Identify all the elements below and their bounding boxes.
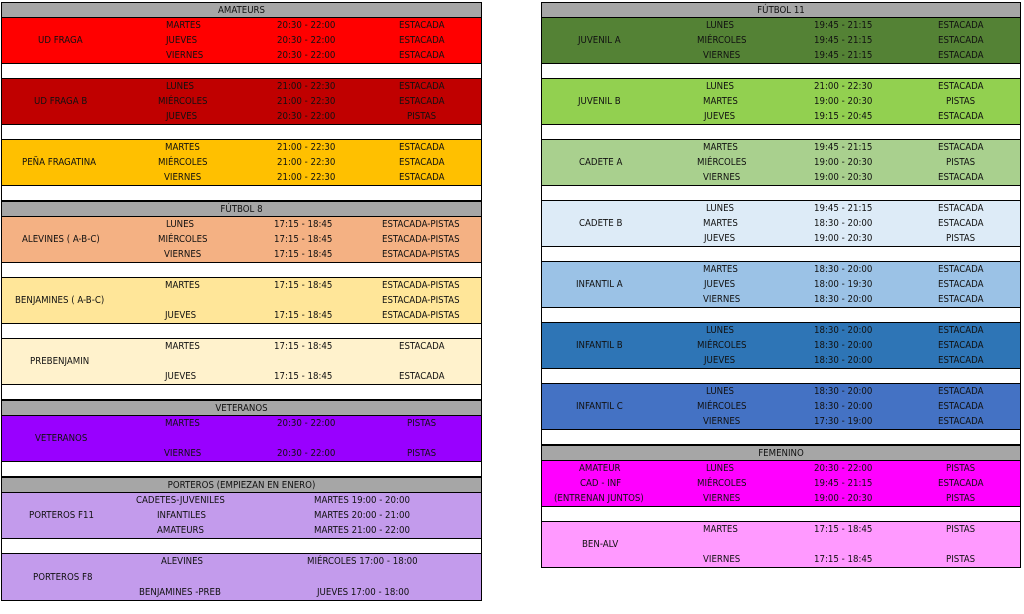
row-spacer (542, 247, 1020, 262)
team-block (542, 18, 1020, 64)
row-spacer (2, 462, 481, 477)
time: 17:15 - 18:45 (274, 249, 333, 260)
time: 19:15 - 20:45 (814, 111, 873, 122)
venue: PISTAS (946, 524, 976, 535)
slot: MARTES 20:00 - 21:00 (314, 510, 410, 521)
time: 20:30 - 22:00 (277, 35, 336, 46)
venue: ESTACADA (399, 50, 445, 61)
time: 19:45 - 21:15 (814, 203, 873, 214)
row-spacer (542, 64, 1020, 79)
section-header-porteros: PORTEROS (EMPIEZAN EN ENERO) (2, 477, 481, 493)
venue: ESTACADA (938, 340, 984, 351)
venue: PISTAS (946, 96, 976, 107)
time: 18:30 - 20:00 (814, 355, 873, 366)
day: MIÉRCOLES (158, 96, 208, 107)
time: 17:15 - 18:45 (274, 341, 333, 352)
time: 20:30 - 22:00 (277, 448, 336, 459)
row-spacer (542, 507, 1020, 522)
venue: ESTACADA (938, 294, 984, 305)
day: VIERNES (164, 448, 202, 459)
day: MIÉRCOLES (697, 157, 747, 168)
day: VIERNES (703, 172, 741, 183)
venue: PISTAS (407, 111, 437, 122)
team-name: VETERANOS (35, 433, 88, 444)
day: MARTES (703, 96, 738, 107)
day: JUEVES (704, 111, 736, 122)
day: LUNES (706, 20, 735, 31)
team-block (542, 79, 1020, 125)
venue: ESTACADA-PISTAS (382, 280, 460, 291)
column-separator (480, 2, 541, 612)
day: JUEVES (166, 111, 198, 122)
time: 21:00 - 22:30 (277, 142, 336, 153)
day: VIERNES (164, 249, 202, 260)
venue: ESTACADA-PISTAS (382, 249, 460, 260)
venue: ESTACADA (399, 81, 445, 92)
team-name: UD FRAGA (38, 35, 83, 46)
day: MIÉRCOLES (697, 401, 747, 412)
venue: ESTACADA (938, 355, 984, 366)
time: 17:15 - 18:45 (814, 554, 873, 565)
team-block (542, 201, 1020, 247)
time: 17:15 - 18:45 (274, 219, 333, 230)
time: 19:00 - 20:30 (814, 157, 873, 168)
venue: ESTACADA (938, 50, 984, 61)
time: 18:30 - 20:00 (814, 386, 873, 397)
day: VIERNES (164, 172, 202, 183)
team-block (2, 278, 481, 324)
venue: PISTAS (946, 233, 976, 244)
day: LUNES (706, 463, 735, 474)
team-block (2, 18, 481, 64)
time: 19:00 - 20:30 (814, 233, 873, 244)
venue: ESTACADA (938, 478, 984, 489)
row-spacer (542, 430, 1020, 445)
time: 18:30 - 20:00 (814, 264, 873, 275)
time: 20:30 - 22:00 (277, 20, 336, 31)
team-block (2, 217, 481, 263)
day: MARTES (165, 341, 200, 352)
team-name: PORTEROS F8 (33, 571, 93, 583)
time: 19:45 - 21:15 (814, 142, 873, 153)
time: 19:45 - 21:15 (814, 478, 873, 489)
time: 18:30 - 20:00 (814, 401, 873, 412)
row-spacer (2, 324, 481, 339)
venue: ESTACADA (399, 96, 445, 107)
time: 20:30 - 22:00 (814, 463, 873, 474)
venue: ESTACADA (938, 279, 984, 290)
group: CADETES-JUVENILES (136, 495, 225, 506)
venue: ESTACADA (938, 35, 984, 46)
team-block (2, 79, 481, 125)
team-name: CADETE A (579, 157, 623, 168)
time: 17:15 - 18:45 (274, 371, 333, 382)
group: INFANTILES (157, 510, 206, 521)
slot: MARTES 19:00 - 20:00 (314, 495, 410, 506)
venue: ESTACADA (938, 386, 984, 397)
time: 18:30 - 20:00 (814, 294, 873, 305)
slot: JUEVES 17:00 - 18:00 (317, 587, 410, 598)
day: JUEVES (165, 310, 197, 321)
time: 17:15 - 18:45 (274, 234, 333, 245)
time: 19:45 - 21:15 (814, 20, 873, 31)
venue: ESTACADA (938, 203, 984, 214)
time: 20:30 - 22:00 (277, 418, 336, 429)
group: BENJAMINES -PREB (139, 587, 221, 598)
day: MARTES (703, 264, 738, 275)
left-schedule-column (1, 2, 482, 601)
day: JUEVES (704, 279, 736, 290)
team-name: INFANTIL C (576, 401, 623, 412)
team-name-line: CAD - INF (580, 478, 622, 489)
team-name: PREBENJAMIN (30, 356, 90, 367)
day: MIÉRCOLES (697, 478, 747, 489)
team-name: INFANTIL B (576, 340, 623, 351)
venue: ESTACADA-PISTAS (382, 234, 460, 245)
row-spacer (2, 186, 481, 201)
day: LUNES (706, 325, 735, 336)
time: 18:00 - 19:30 (814, 279, 873, 290)
venue: ESTACADA (399, 157, 445, 168)
venue: ESTACADA-PISTAS (382, 310, 460, 321)
day: LUNES (706, 81, 735, 92)
time: 21:00 - 22:30 (277, 157, 336, 168)
row-spacer (2, 125, 481, 140)
time: 19:45 - 21:15 (814, 50, 873, 61)
day: VIERNES (703, 554, 741, 565)
time: 21:00 - 22:30 (277, 81, 336, 92)
right-schedule-column (541, 2, 1021, 568)
team-name: UD FRAGA B (34, 96, 88, 107)
venue: PISTAS (946, 493, 976, 504)
team-block (542, 522, 1020, 568)
time: 18:30 - 20:00 (814, 340, 873, 351)
day: MARTES (703, 218, 738, 229)
time: 19:00 - 20:30 (814, 493, 873, 504)
team-block (542, 140, 1020, 186)
day: LUNES (166, 219, 195, 230)
day: JUEVES (166, 35, 198, 46)
group: AMATEURS (157, 525, 205, 536)
day: MIÉRCOLES (158, 157, 208, 168)
section-header-femenino: FEMENINO (542, 445, 1020, 461)
day: VIERNES (703, 416, 741, 427)
team-name: JUVENIL B (578, 96, 621, 107)
day: MIÉRCOLES (697, 340, 747, 351)
row-spacer (2, 539, 481, 554)
venue: ESTACADA-PISTAS (382, 295, 460, 306)
venue: ESTACADA (938, 172, 984, 183)
section-header-futbol11: FÚTBOL 11 (542, 2, 1020, 18)
time: 21:00 - 22:30 (814, 81, 873, 92)
team-name: ALEVINES ( A-B-C) (22, 234, 100, 245)
row-spacer (542, 308, 1020, 323)
venue: ESTACADA (399, 20, 445, 31)
venue: PISTAS (407, 448, 437, 459)
team-name-line: (ENTRENAN JUNTOS) (554, 493, 644, 504)
team-block (2, 339, 481, 385)
day: MARTES (703, 524, 738, 535)
venue: ESTACADA (938, 264, 984, 275)
team-name: JUVENIL A (578, 35, 621, 46)
group: ALEVINES (161, 556, 203, 567)
team-name: PEÑA FRAGATINA (22, 157, 97, 168)
venue: ESTACADA (399, 172, 445, 183)
team-block (542, 323, 1020, 369)
team-name: BEN-ALV (582, 539, 619, 550)
time: 20:30 - 22:00 (277, 50, 336, 61)
section-header-futbol8: FÚTBOL 8 (2, 201, 481, 217)
time: 17:15 - 18:45 (814, 524, 873, 535)
day: JUEVES (165, 371, 197, 382)
venue: ESTACADA (399, 341, 445, 352)
section-header-veteranos: VETERANOS (2, 400, 481, 416)
day: JUEVES (704, 233, 736, 244)
day: MARTES (165, 142, 200, 153)
time: 20:30 - 22:00 (277, 111, 336, 122)
venue: PISTAS (946, 463, 976, 474)
row-spacer (2, 64, 481, 79)
time: 17:30 - 19:00 (814, 416, 873, 427)
venue: ESTACADA (399, 371, 445, 382)
day: MARTES (166, 20, 201, 31)
venue: ESTACADA (399, 35, 445, 46)
venue: PISTAS (946, 554, 976, 565)
time: 19:45 - 21:15 (814, 35, 873, 46)
venue: ESTACADA (938, 218, 984, 229)
day: MARTES (703, 142, 738, 153)
section-header-amateurs: AMATEURS (2, 2, 481, 18)
time: 18:30 - 20:00 (814, 325, 873, 336)
row-spacer (542, 186, 1020, 201)
day: MIÉRCOLES (158, 234, 208, 245)
day: LUNES (706, 203, 735, 214)
team-block (542, 262, 1020, 308)
row-spacer (2, 263, 481, 278)
venue: ESTACADA (938, 81, 984, 92)
day: LUNES (166, 81, 195, 92)
row-spacer (542, 369, 1020, 384)
team-name-line: AMATEUR (579, 463, 621, 474)
day: VIERNES (703, 50, 741, 61)
day: VIERNES (166, 50, 204, 61)
day: VIERNES (703, 493, 741, 504)
time: 21:00 - 22:30 (277, 96, 336, 107)
row-spacer (542, 125, 1020, 140)
venue: ESTACADA (938, 416, 984, 427)
team-name: CADETE B (579, 218, 623, 229)
venue: ESTACADA (938, 111, 984, 122)
team-block (542, 384, 1020, 430)
day: LUNES (706, 386, 735, 397)
time: 17:15 - 18:45 (274, 310, 333, 321)
team-name: PORTEROS F11 (29, 510, 94, 521)
team-block (2, 554, 481, 601)
time: 19:00 - 20:30 (814, 172, 873, 183)
time: 17:15 - 18:45 (274, 280, 333, 291)
venue: ESTACADA (938, 142, 984, 153)
team-block (2, 416, 481, 462)
venue: PISTAS (946, 157, 976, 168)
venue: PISTAS (407, 418, 437, 429)
venue: ESTACADA (399, 142, 445, 153)
day: MARTES (165, 418, 200, 429)
slot: MIÉRCOLES 17:00 - 18:00 (307, 556, 418, 567)
venue: ESTACADA (938, 401, 984, 412)
team-block (542, 461, 1020, 507)
row-spacer (2, 385, 481, 400)
day: VIERNES (703, 294, 741, 305)
slot: MARTES 21:00 - 22:00 (314, 525, 410, 536)
day: JUEVES (704, 355, 736, 366)
day: MARTES (165, 280, 200, 291)
venue: ESTACADA (938, 325, 984, 336)
day: MIÉRCOLES (697, 35, 747, 46)
team-block (2, 493, 481, 539)
time: 18:30 - 20:00 (814, 218, 873, 229)
team-name: INFANTIL A (576, 279, 623, 290)
venue: ESTACADA (938, 20, 984, 31)
venue: ESTACADA-PISTAS (382, 219, 460, 230)
time: 19:00 - 20:30 (814, 96, 873, 107)
team-name: BENJAMINES ( A-B-C) (15, 295, 105, 306)
time: 21:00 - 22:30 (277, 172, 336, 183)
team-block (2, 140, 481, 186)
